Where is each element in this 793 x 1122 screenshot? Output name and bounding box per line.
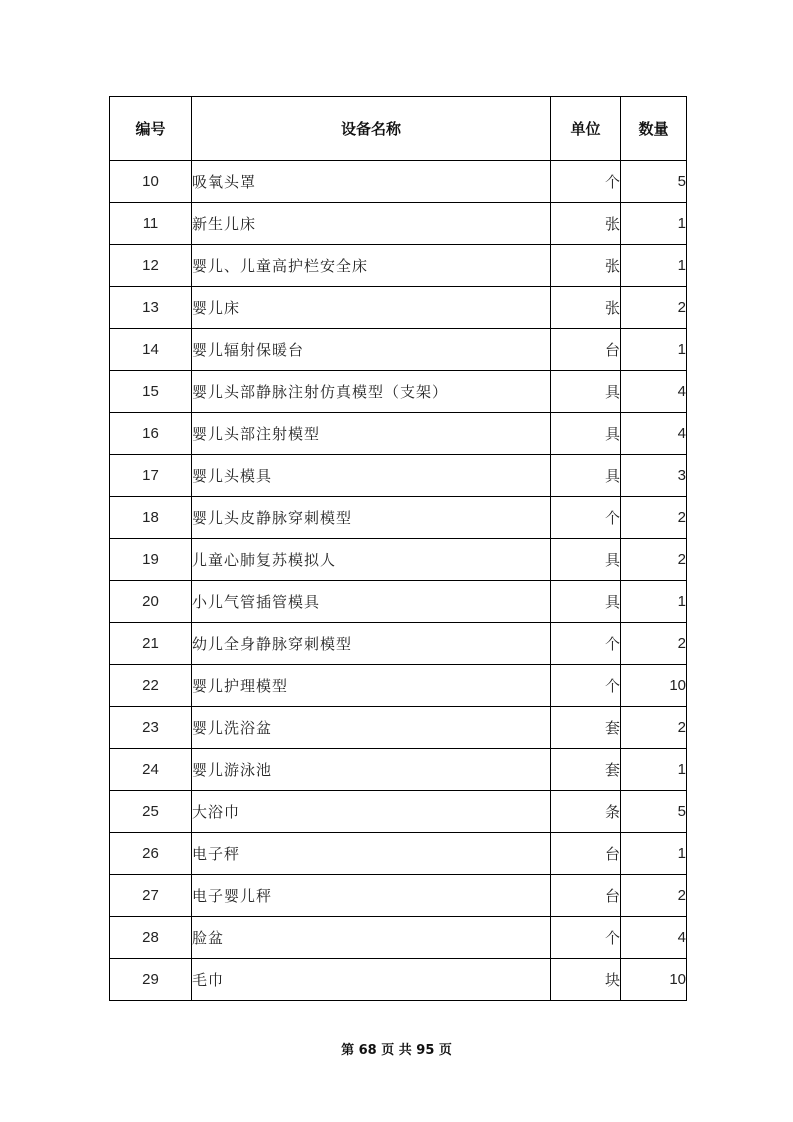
cell-equipment-name: 婴儿洗浴盆 xyxy=(192,707,551,749)
cell-number: 17 xyxy=(110,455,192,497)
table-row xyxy=(110,245,687,287)
cell-equipment-name: 婴儿、儿童高护栏安全床 xyxy=(192,245,551,287)
cell-number: 14 xyxy=(110,329,192,371)
cell-number: 29 xyxy=(110,959,192,1001)
cell-equipment-name: 儿童心肺复苏模拟人 xyxy=(192,539,551,581)
cell-unit: 条 xyxy=(551,791,621,833)
cell-equipment-name: 婴儿护理模型 xyxy=(192,665,551,707)
table-row xyxy=(110,791,687,833)
table-header xyxy=(110,97,687,161)
cell-number: 27 xyxy=(110,875,192,917)
cell-equipment-name: 大浴巾 xyxy=(192,791,551,833)
cell-equipment-name: 婴儿辐射保暖台 xyxy=(192,329,551,371)
cell-unit: 个 xyxy=(551,917,621,959)
table-row xyxy=(110,833,687,875)
page-footer xyxy=(0,1039,793,1058)
cell-unit: 个 xyxy=(551,623,621,665)
cell-number: 25 xyxy=(110,791,192,833)
cell-quantity: 1 xyxy=(621,329,687,371)
cell-unit: 具 xyxy=(551,455,621,497)
cell-number: 10 xyxy=(110,161,192,203)
cell-unit: 具 xyxy=(551,413,621,455)
cell-unit: 张 xyxy=(551,287,621,329)
cell-number: 19 xyxy=(110,539,192,581)
cell-quantity: 1 xyxy=(621,749,687,791)
cell-number: 21 xyxy=(110,623,192,665)
cell-quantity: 5 xyxy=(621,161,687,203)
cell-quantity: 4 xyxy=(621,917,687,959)
cell-unit: 个 xyxy=(551,665,621,707)
header-number: 编号 xyxy=(110,97,192,161)
cell-quantity: 2 xyxy=(621,287,687,329)
cell-quantity: 2 xyxy=(621,707,687,749)
cell-equipment-name: 新生儿床 xyxy=(192,203,551,245)
table-body xyxy=(110,161,687,1001)
cell-equipment-name: 吸氧头罩 xyxy=(192,161,551,203)
cell-quantity: 1 xyxy=(621,245,687,287)
cell-equipment-name: 婴儿头部静脉注射仿真模型（支架） xyxy=(192,371,551,413)
cell-unit: 张 xyxy=(551,245,621,287)
cell-unit: 台 xyxy=(551,875,621,917)
cell-equipment-name: 婴儿游泳池 xyxy=(192,749,551,791)
table-row xyxy=(110,623,687,665)
cell-unit: 具 xyxy=(551,581,621,623)
equipment-table xyxy=(109,96,687,1001)
footer-current-page: 68 xyxy=(358,1043,377,1058)
cell-quantity: 4 xyxy=(621,413,687,455)
table-row xyxy=(110,959,687,1001)
table-row xyxy=(110,875,687,917)
table-row xyxy=(110,917,687,959)
cell-quantity: 10 xyxy=(621,665,687,707)
cell-number: 11 xyxy=(110,203,192,245)
cell-unit: 套 xyxy=(551,749,621,791)
cell-unit: 具 xyxy=(551,539,621,581)
cell-quantity: 1 xyxy=(621,581,687,623)
header-equipment-name: 设备名称 xyxy=(192,97,551,161)
footer-suffix: 页 xyxy=(438,1043,452,1058)
footer-total-pages: 95 xyxy=(416,1043,435,1058)
cell-number: 18 xyxy=(110,497,192,539)
cell-equipment-name: 电子秤 xyxy=(192,833,551,875)
cell-quantity: 1 xyxy=(621,833,687,875)
cell-number: 20 xyxy=(110,581,192,623)
cell-quantity: 2 xyxy=(621,875,687,917)
cell-unit: 台 xyxy=(551,329,621,371)
table-row xyxy=(110,581,687,623)
cell-quantity: 2 xyxy=(621,497,687,539)
cell-equipment-name: 小儿气管插管模具 xyxy=(192,581,551,623)
cell-quantity: 2 xyxy=(621,539,687,581)
cell-equipment-name: 幼儿全身静脉穿刺模型 xyxy=(192,623,551,665)
cell-number: 23 xyxy=(110,707,192,749)
cell-equipment-name: 婴儿头模具 xyxy=(192,455,551,497)
cell-quantity: 4 xyxy=(621,371,687,413)
cell-number: 12 xyxy=(110,245,192,287)
table-row xyxy=(110,203,687,245)
table-row xyxy=(110,497,687,539)
cell-quantity: 10 xyxy=(621,959,687,1001)
cell-number: 26 xyxy=(110,833,192,875)
table-row xyxy=(110,287,687,329)
cell-equipment-name: 电子婴儿秤 xyxy=(192,875,551,917)
table-row xyxy=(110,329,687,371)
header-quantity: 数量 xyxy=(621,97,687,161)
table-row xyxy=(110,455,687,497)
cell-number: 16 xyxy=(110,413,192,455)
cell-unit: 台 xyxy=(551,833,621,875)
cell-number: 24 xyxy=(110,749,192,791)
table-row xyxy=(110,665,687,707)
cell-equipment-name: 婴儿床 xyxy=(192,287,551,329)
cell-unit: 具 xyxy=(551,371,621,413)
cell-unit: 张 xyxy=(551,203,621,245)
cell-equipment-name: 婴儿头部注射模型 xyxy=(192,413,551,455)
cell-number: 15 xyxy=(110,371,192,413)
table-row xyxy=(110,707,687,749)
cell-unit: 块 xyxy=(551,959,621,1001)
cell-quantity: 5 xyxy=(621,791,687,833)
table-row xyxy=(110,749,687,791)
footer-middle: 页 共 xyxy=(381,1043,412,1058)
cell-unit: 套 xyxy=(551,707,621,749)
cell-quantity: 1 xyxy=(621,203,687,245)
cell-equipment-name: 婴儿头皮静脉穿刺模型 xyxy=(192,497,551,539)
cell-equipment-name: 脸盆 xyxy=(192,917,551,959)
table-row xyxy=(110,371,687,413)
cell-quantity: 3 xyxy=(621,455,687,497)
cell-unit: 个 xyxy=(551,497,621,539)
header-unit: 单位 xyxy=(551,97,621,161)
footer-prefix: 第 xyxy=(341,1043,355,1058)
cell-number: 13 xyxy=(110,287,192,329)
cell-number: 22 xyxy=(110,665,192,707)
table-header-row xyxy=(110,97,687,161)
cell-equipment-name: 毛巾 xyxy=(192,959,551,1001)
table-row xyxy=(110,413,687,455)
table-row xyxy=(110,161,687,203)
cell-quantity: 2 xyxy=(621,623,687,665)
table-row xyxy=(110,539,687,581)
cell-unit: 个 xyxy=(551,161,621,203)
cell-number: 28 xyxy=(110,917,192,959)
